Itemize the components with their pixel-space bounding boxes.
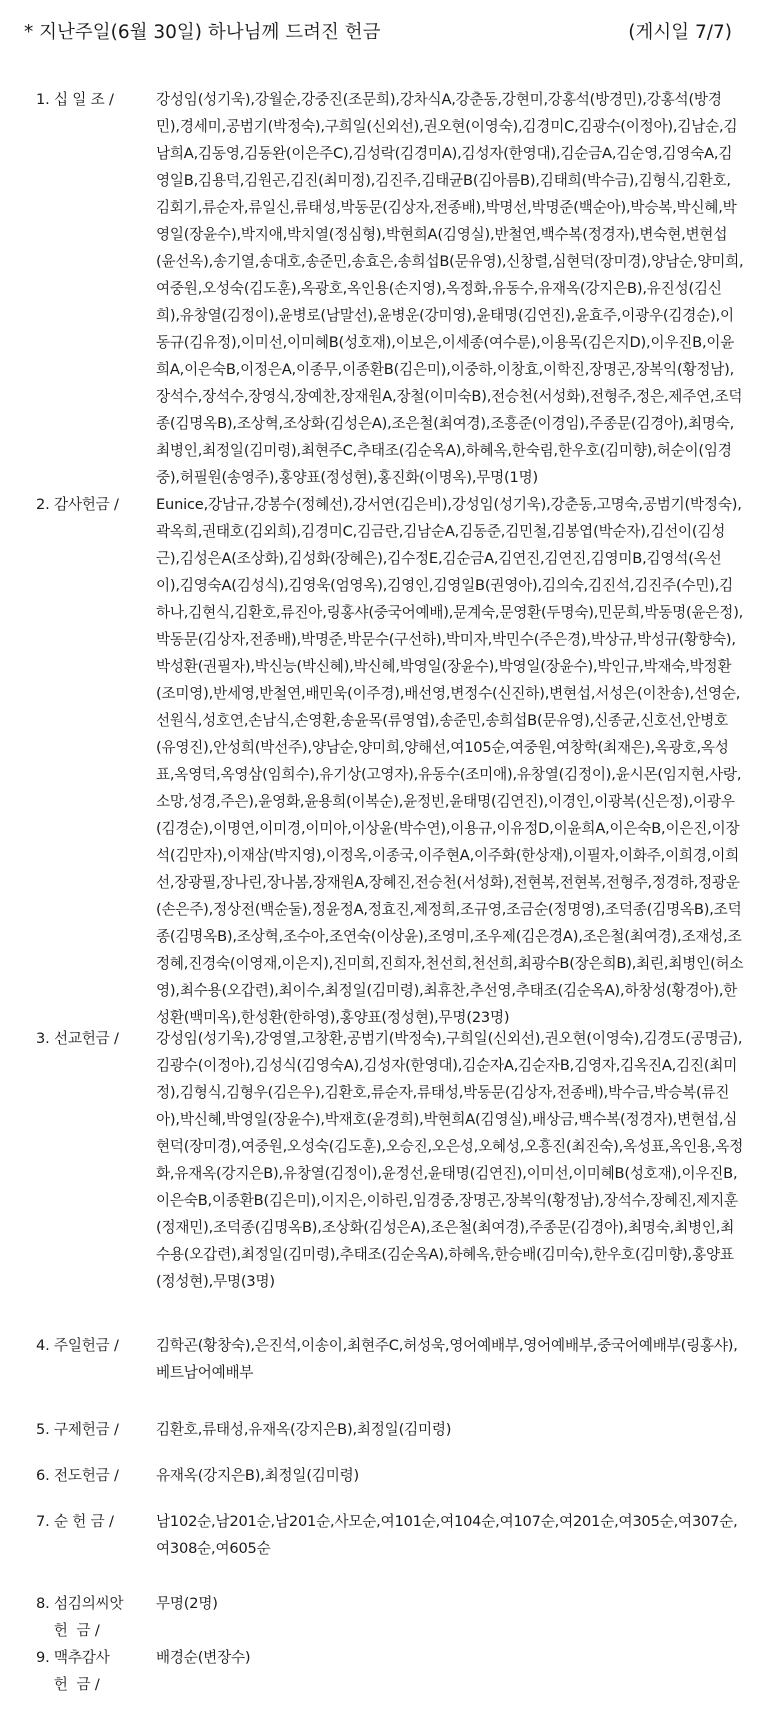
offering-item-thanks [36, 491, 744, 1025]
offering-donors: 강성임(성기욱),강영열,고창환,공범기(박정숙),구희일(신외선),권오현(이영숙),김경도(공명금),김광수(이정아),김성식(김영숙A),김성자(한영대),김순자A,김순자B,김영자,김옥진A,김진(최미정),김형식,김형우(김은우),김환호,류순자,류태성,박동문(김상자,전종배),박수금,박승복(류진아),박신혜,박영일(장윤수),박재호(윤경희),박현희A(김영실),배상금,백수복(정경자),변현섭,심현덕(장미경),여중원,오성숙(김도훈),오승진,오은성,오혜성,오흥진(최진숙),옥성표,옥인용,옥정화,유재옥(강지은B),유창열(김정이),윤정선,윤태명(김연진),이미선,이미혜B(성호재),이우진B,이은숙B,이종환B(김은미),이지은,이하린,임경중,장명곤,장복익(황정남),장석수,장혜진,제지훈(정재민),조덕종(김명옥B),조상화(김성은A),조은철(최여경),주종문(김경아),최명숙,최병인,최수용(오갑련),최정일(김미령),추태조(김순옥A),하혜옥,한승배(김미숙),한우호(김미향),홍양표(정성현),무명(3명) [156, 1030, 744, 1290]
offering-donors: 유재옥(강지은B),최정일(김미령) [156, 1467, 359, 1484]
offering-label: 9. 맥추감사 헌 금 / [36, 1649, 110, 1693]
offering-label: 8. 섬김의씨앗 헌 금 / [36, 1595, 124, 1639]
offering-donors: 강성임(성기욱),강월순,강중진(조문희),강차식A,강춘동,강현미,강홍석(방경민),강홍석(방경민),경세미,공범기(박정숙),구희일(신외선),권오현(이영숙),김경미C,김광수(이정아),김남순,김남희A,김동영,김동완(이은주C),김성락(김경미A),김성자(한영대),김순금A,김순영,김영숙A,김영일B,김용덕,김원곤,김진(최미정),김진주,김태균B(김아름B),김태희(박수금),김형식,김환호,김회기,류순자,류일신,류태성,박동문(김상자,전종배),박명선,박명준(백순아),박승복,박신혜,박영일(장윤수),박지애,박치열(정심형),박현희A(김영실),반철연,백수복(정경자),변숙현,변현섭(윤선옥),송기열,송대호,송준민,송효은,송희섭B(문유영),신창렬,심현덕(장미경),양남순,양미희,여중원,오성숙(김도훈),옥광호,옥인용(손지영),옥정화,유동수,유재옥(강지은B),유진성(김신희),유창열(김정이),윤병로(남말선),윤병운(강미영),윤태명(김연진),윤효주,이광우(김경순),이동규(김유정),이미선,이미혜B(성호재),이보은,이세종(여수룬),이용목(김은지D),이우진B,이윤희A,이은숙B,이정은A,이종무,이종환B(김은미),이중하,이창효,이학진,장명곤,장복익(황정남),장석수,장석수,장영식,장예찬,장재원A,장철(이미숙B),전승천(서성화),전형주,정은,제주연,조덕종(김명옥B),조상혁,조상화(김성은A),조은철(최여경),조흥준(이경임),주종문(김경아),최명숙,최병인,최정일(김미령),최현주C,추태조(김순옥A),하혜옥,한숙림,한우호(김미향),허순이(임경중),허필원(송영주),홍양표(정성현),홍진화(이명옥),무명(1명) [156, 91, 744, 486]
offering-item-seed-of-service [36, 1590, 744, 1644]
offering-label: 5. 구제헌금 / [36, 1421, 119, 1438]
offering-item-sunday [36, 1332, 744, 1416]
offering-donors: 남102순,남201순,남201순,사모순,여101순,여104순,여107순,여201순,여305순,여307순,여308순,여605순 [156, 1513, 738, 1557]
offering-donors: 배경순(변장수) [156, 1649, 251, 1666]
offering-label: 7. 순 헌 금 / [36, 1513, 114, 1530]
offering-list [36, 86, 744, 1698]
offering-label: 6. 전도헌금 / [36, 1467, 119, 1484]
offering-item-tithe [36, 86, 744, 491]
offering-donors: Eunice,강남규,강봉수(정혜선),강서연(김은비),강성임(성기욱),강춘동,고명숙,공범기(박정숙),곽옥희,권태호(김외희),김경미C,김금란,김남순A,김동준,김민철,김봉엽(박순자),김선이(김성근),김성은A(조상화),김성화(장혜은),김수정E,김순금A,김연진,김연진,김영미B,김영석(옥선이),김영숙A(김성식),김영욱(엄영옥),김영인,김영일B(권영아),김의숙,김진석,김진주(수민),김하나,김현식,김환호,류진아,링홍샤(중국어예배),문계숙,문영환(두명숙),민문희,박동명(윤은정),박동문(김상자,전종배),박명준,박문수(구선하),박미자,박민수(주은경),박상규,박성규(황향숙),박성환(권필자),박신능(박신혜),박신혜,박영일(장윤수),박영일(장윤수),박인규,박재숙,박정환(조미영),반세영,반철연,배민욱(이주경),배선영,변정수(신진하),변현섭,서성은(이찬송),선영순,선원식,성호연,손남식,손영환,송윤목(류영엽),송준민,송희섭B(문유영),신종균,신호선,안병호(유영진),안성희(박선주),양남순,양미희,양해선,여105순,여중원,여창학(최재은),옥광호,옥성표,옥영덕,옥영삼(임희수),유기상(고영자),유동수(조미애),유창열(김정이),윤시몬(임지현,사랑,소망,성경,주은),윤영화,윤용희(이복순),윤정빈,윤태명(김연진),이경인,이광복(신은정),이광우(김경순),이명연,이미경,이미아,이상윤(박수연),이용규,이유정D,이윤희A,이은숙B,이은진,이장석(김만자),이재삼(박지영),이정옥,이종국,이주현A,이주화(한상재),이필자,이화주,이희경,이희선,장광필,장나린,장나봄,장재원A,장혜진,전승천(서성화),전현복,전현복,전형주,정경하,정광운(손은주),정상전(백순둘),정윤정A,정효진,제정희,조규영,조금순(정명영),조덕종(김명옥B),조덕종(김명옥B),조상혁,조수아,조연숙(이상윤),조영미,조우제(김은경A),조은철(최여경),조재성,조정혜,진경숙(이영재,이은지),진미희,진희자,천선희,천선희,최광수B(장은희B),최린,최병인(허소영),최수용(오갑련),최이수,최정일(김미령),최휴찬,추선영,추태조(김순옥A),하창성(황경아),한성환(백미옥),한성환(한하영),홍양표(정성현),무명(23명) [156, 496, 744, 1026]
offering-label: 3. 선교헌금 / [36, 1030, 119, 1047]
offering-label: 1. 십 일 조 / [36, 91, 114, 108]
notice-title: * 지난주일(6월 30일) 하나님께 드려진 헌금 [24, 22, 381, 43]
offering-item-evangelism [36, 1462, 744, 1508]
offering-label: 4. 주일헌금 / [36, 1337, 119, 1354]
offering-donors: 김학곤(황창숙),은진석,이송이,최현주C,허성욱,영어예배부,영어예배부,중국어예배부(링홍샤),베트남어예배부 [156, 1337, 738, 1381]
offering-donors: 김환호,류태성,유재옥(강지은B),최정일(김미령) [156, 1421, 452, 1438]
offering-item-harvest-thanks [36, 1644, 744, 1698]
offering-item-cell-group [36, 1508, 744, 1590]
offering-item-mission [36, 1025, 744, 1332]
offering-item-relief [36, 1416, 744, 1462]
offering-donors: 무명(2명) [156, 1595, 218, 1612]
offering-label: 2. 감사헌금 / [36, 496, 119, 513]
posting-date: (게시일 7/7) [628, 22, 732, 43]
notice-header [24, 18, 736, 48]
